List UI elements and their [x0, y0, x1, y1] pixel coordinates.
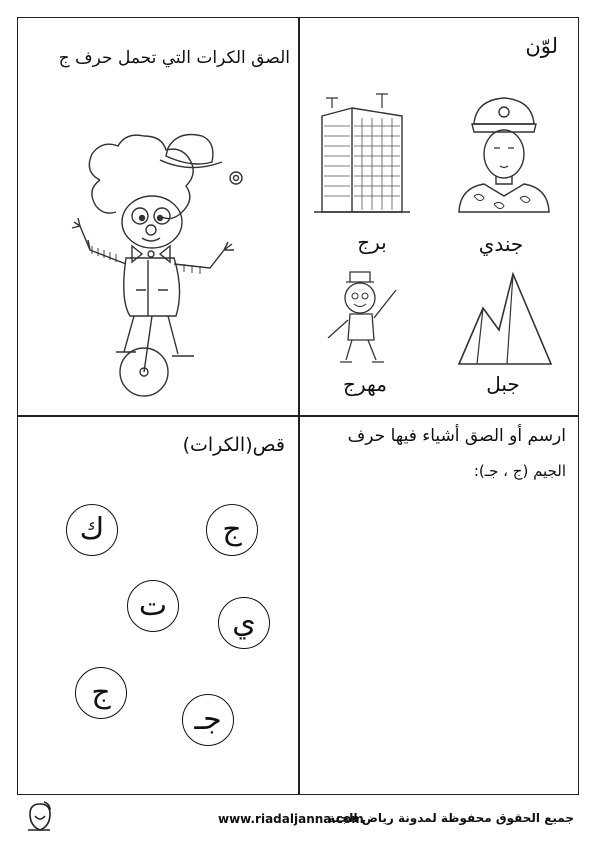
soldier-icon [454, 84, 554, 214]
small-clown-icon [322, 268, 402, 368]
tower-icon [312, 86, 412, 216]
ball-letter-jeem-initial[interactable]: جـ [182, 694, 234, 746]
horizontal-divider [18, 415, 578, 417]
footer-url[interactable]: www.riadaljanna.com [218, 812, 364, 826]
ball-letter-ta[interactable]: ت [127, 580, 179, 632]
word-mountain: جبل [486, 372, 520, 396]
cut-title: قص(الكرات) [182, 434, 285, 456]
word-tower: برج [357, 230, 387, 254]
riad-aljanna-logo-icon [24, 800, 54, 834]
clown-unicycle-icon [60, 130, 250, 400]
mountain-icon [455, 268, 555, 368]
vertical-divider [298, 18, 300, 794]
ball-letter-jeem-2[interactable]: ج [75, 667, 127, 719]
word-soldier: جندي [478, 232, 524, 256]
color-title: لوّن [525, 34, 558, 58]
balloons-title: الصق الكرات التي تحمل حرف ج [58, 48, 290, 68]
ball-letter-ya[interactable]: ي [218, 597, 270, 649]
draw-instruction-line1: ارسم أو الصق أشياء فيها حرف [347, 426, 566, 446]
ball-letter-kaf[interactable]: ك [66, 504, 118, 556]
footer-rights: جميع الحقوق محفوظة لمدونة رياض الجنة [328, 811, 574, 825]
draw-instruction-line2: الجيم (ج ، جـ): [473, 462, 566, 480]
word-clown: مهرج [343, 372, 387, 396]
ball-letter-jeem-1[interactable]: ج [206, 504, 258, 556]
